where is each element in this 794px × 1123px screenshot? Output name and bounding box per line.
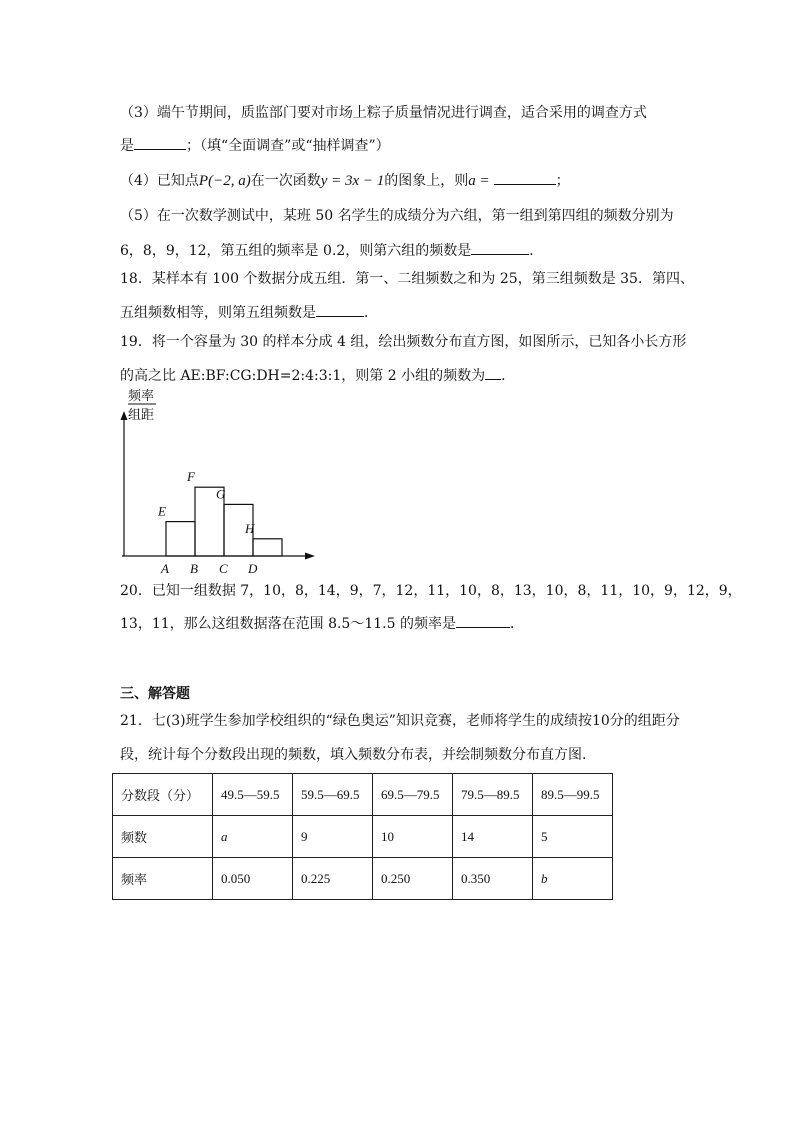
table-cell: 5 — [533, 816, 613, 858]
table-row — [113, 858, 613, 900]
q18-line1: 18．某样本有 100 个数据分成五组．第一、二组频数之和为 25，第三组频数是 35．第四、 — [120, 271, 694, 287]
q18-suffix: ． — [364, 305, 378, 321]
q3-line1: （3）端午节期间，质监部门要对市场上粽子质量情况进行调查，适合采用的调查方式 — [120, 105, 647, 121]
y-axis-label-top: 频率 — [128, 389, 155, 404]
frequency-histogram — [110, 385, 330, 580]
q4-function: y = 3x − 1 — [320, 173, 385, 189]
q3-line2 — [120, 135, 390, 155]
bar-top-label-2: F — [187, 469, 195, 485]
q19-suffix: . — [501, 368, 506, 384]
frequency-table — [112, 773, 613, 900]
table-cell: b — [533, 858, 613, 900]
q5-text: 6，8，9，12，第五组的频率是 0.2，则第六组的频数是 — [120, 243, 472, 259]
bar-bottom-label-3: C — [219, 561, 228, 576]
q21-line1: 21．七(3)班学生参加学校组织的“绿色奥运”知识竞赛，老师将学生的成绩按10分的组距分 — [120, 713, 680, 729]
q4-answer-blank[interactable] — [494, 170, 556, 185]
q20-answer-blank[interactable] — [456, 613, 510, 628]
q5-answer-blank[interactable] — [471, 240, 529, 255]
table-row — [113, 816, 613, 858]
histogram-bar-1 — [166, 522, 195, 556]
q4-mid2: 的图象上，则 — [384, 173, 469, 189]
q19-line1: 19．将一个容量为 30 的样本分成 4 组，绘出频数分布直方图，如图所示，已知各小长方形 — [120, 334, 687, 350]
table-row-header: 频数 — [113, 816, 213, 858]
bar-top-label-3: G — [216, 486, 226, 502]
bar-bottom-label-2: B — [190, 561, 198, 576]
table-row — [113, 774, 613, 816]
y-axis-arrow — [121, 411, 128, 420]
q18-answer-blank[interactable] — [316, 302, 364, 317]
histogram-bar-4 — [253, 539, 282, 556]
q18-text: 五组频数相等，则第五组频数是 — [120, 305, 316, 321]
q20-text: 13，11，那么这组数据落在范围 8.5～11.5 的频率是 — [120, 616, 456, 632]
q5-line1: （5）在一次数学测试中，某班 50 名学生的成绩分为六组，第一组到第四组的频数分别为 — [120, 208, 674, 224]
q19-text: 的高之比 AE:BF:CG:DH=2:4:3:1，则第 2 小组的频数为 — [120, 368, 486, 384]
bar-top-label-4: H — [245, 520, 255, 536]
table-cell: 0.225 — [293, 858, 373, 900]
table-cell: 10 — [373, 816, 453, 858]
q5-line2 — [120, 240, 543, 260]
q3-suffix: ；（填“全面调查”或“抽样调查”） — [186, 138, 390, 154]
q19-line2 — [120, 365, 506, 385]
bar-bottom-label-1: A — [161, 561, 169, 576]
q4-point: P(−2, a) — [198, 173, 251, 189]
section-heading: 三、解答题 — [120, 686, 190, 702]
q3-prefix: 是 — [120, 138, 134, 154]
bar-bottom-label-4: D — [248, 561, 258, 576]
q4-prefix: （4）已知点 — [120, 173, 199, 189]
q3-answer-blank[interactable] — [134, 135, 186, 150]
q18-line2 — [120, 302, 378, 322]
q4-suffix: ； — [555, 173, 570, 189]
histogram-bars — [157, 469, 282, 576]
table-cell: 69.5—79.5 — [373, 774, 453, 816]
table-cell: 9 — [293, 816, 373, 858]
q4-line — [120, 170, 570, 190]
q20-line2 — [120, 613, 524, 633]
table-row-header: 分数段（分） — [113, 774, 213, 816]
x-axis-arrow — [305, 553, 315, 560]
q20-line1: 20．已知一组数据 7，10，8，14，9，7，12，11，10，8，13，10，8，11，10，9，12，9， — [120, 583, 742, 599]
q20-suffix: ． — [509, 616, 524, 632]
q4-mid: 在一次函数 — [250, 173, 321, 189]
y-axis-label-bottom: 组距 — [128, 408, 155, 423]
q4-variable: a = — [468, 173, 490, 189]
table-row-header: 频率 — [113, 858, 213, 900]
q21-line2: 段，统计每个分数段出现的频数，填入频数分布表，并绘制频数分布直方图. — [120, 747, 587, 763]
table-cell: 89.5—99.5 — [533, 774, 613, 816]
table-cell: a — [213, 816, 293, 858]
table-cell: 14 — [453, 816, 533, 858]
table-cell: 0.350 — [453, 858, 533, 900]
table-cell: 59.5—69.5 — [293, 774, 373, 816]
table-cell: 49.5—59.5 — [213, 774, 293, 816]
table-cell: 79.5—89.5 — [453, 774, 533, 816]
bar-top-label-1: E — [158, 503, 166, 519]
q19-answer-blank[interactable] — [485, 365, 501, 380]
table-cell: 0.050 — [213, 858, 293, 900]
frequency-table-body — [113, 774, 613, 900]
table-cell: 0.250 — [373, 858, 453, 900]
q5-suffix: ． — [529, 243, 544, 259]
